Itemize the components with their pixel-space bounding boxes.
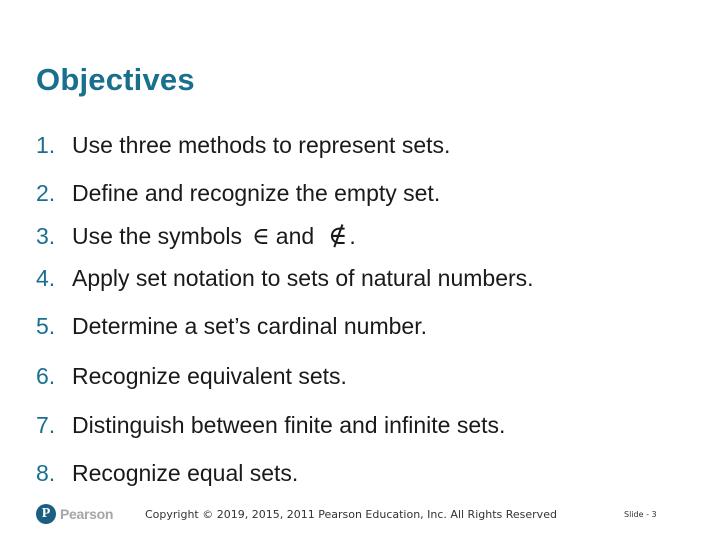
objective-item (36, 362, 347, 390)
item-number: 1. (36, 132, 56, 158)
objective-item (36, 264, 534, 292)
item-text: . (349, 223, 356, 249)
item-number: 3. (36, 223, 56, 249)
item-text: Use the symbols (72, 223, 243, 249)
element-of-symbol: ∈ (252, 222, 270, 250)
pearson-logo-text: Pearson (60, 506, 114, 522)
slide-title: Objectives (36, 62, 195, 97)
item-text: Use three methods to represent sets. (72, 132, 451, 158)
objective-item (36, 222, 356, 250)
copyright-notice: Copyright © 2019, 2015, 2011 Pearson Education, Inc. All Rights Reserved (145, 508, 557, 521)
item-text: Recognize equivalent sets. (72, 363, 347, 389)
item-number: 6. (36, 363, 56, 389)
objectives-list (36, 0, 696, 500)
item-text: and (275, 223, 315, 249)
item-number: 2. (36, 180, 56, 206)
pearson-logo-icon: P (36, 504, 56, 524)
item-text: Determine a set’s cardinal number. (72, 313, 427, 339)
objective-item (36, 131, 450, 159)
item-text: Apply set notation to sets of natural numbers. (72, 265, 534, 291)
item-text: Define and recognize the empty set. (72, 180, 441, 206)
slide-footer (0, 500, 720, 530)
item-text: Distinguish between finite and infinite sets. (72, 412, 506, 438)
not-element-of-symbol: ∉ (328, 221, 348, 251)
item-text: Recognize equal sets. (72, 460, 299, 486)
item-number: 5. (36, 313, 56, 339)
objective-item (36, 459, 298, 487)
item-number: 8. (36, 460, 56, 486)
objective-item (36, 411, 505, 439)
pearson-logo (36, 504, 113, 524)
item-number: 4. (36, 265, 56, 291)
slide-number: Slide - 3 (624, 510, 657, 519)
item-number: 7. (36, 412, 56, 438)
objective-item (36, 179, 440, 207)
objective-item (36, 312, 427, 340)
